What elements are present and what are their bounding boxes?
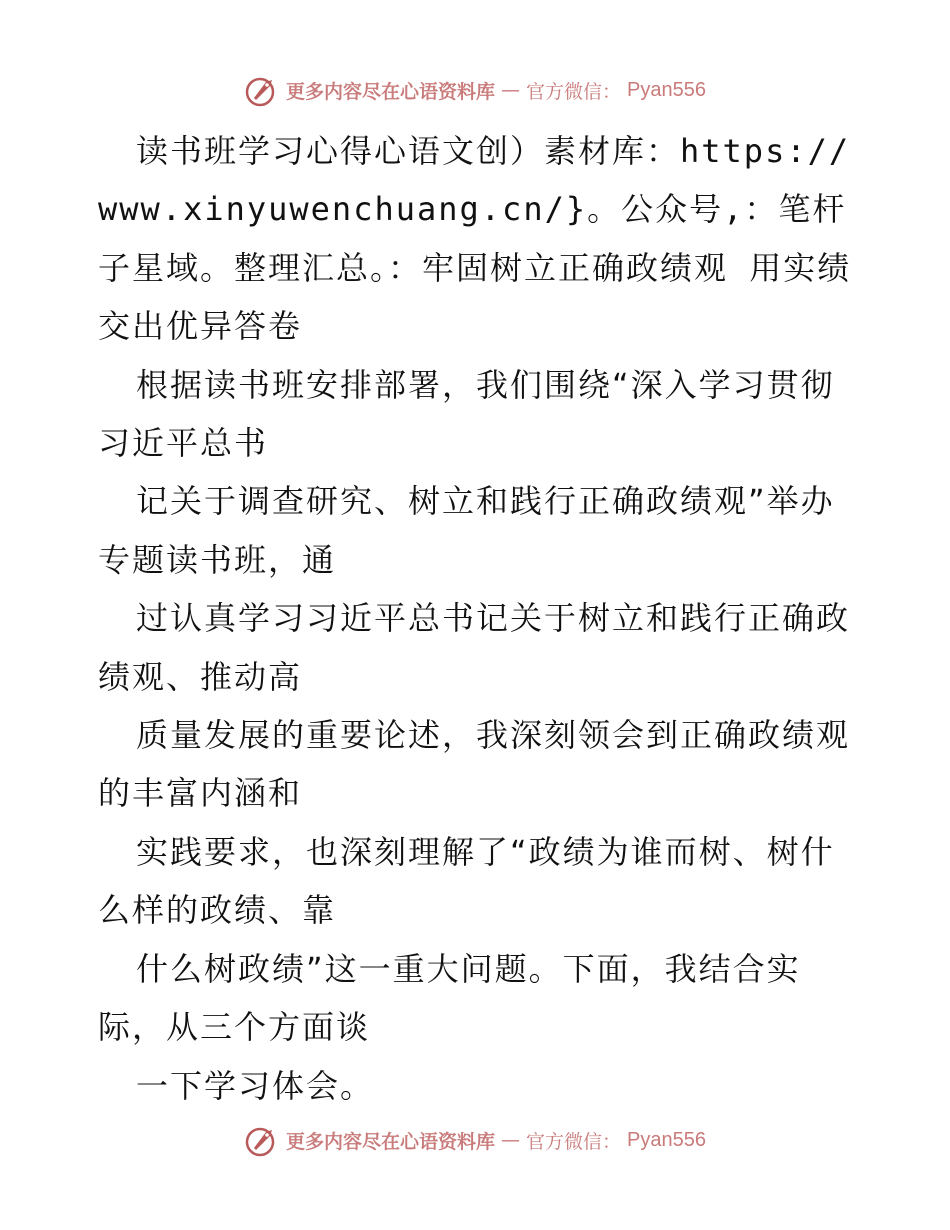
pen-nib-logo-icon xyxy=(244,1122,280,1158)
pen-nib-logo-icon xyxy=(244,72,280,108)
paragraph: 实践要求，也深刻理解了“政绩为谁而树、树什么样的政绩、靠 xyxy=(98,832,835,930)
header-sub-text: 官方微信： xyxy=(526,80,622,103)
footer-main-text: 更多内容尽在心语资料库 xyxy=(286,1130,496,1153)
footer-wechat-id: Pyan556 xyxy=(627,1128,706,1151)
header-wechat-id: Pyan556 xyxy=(627,78,706,101)
document-body xyxy=(98,122,858,1115)
paragraph-intro: 读书班学习心得心语文创）素材库：https://www.xinyuwenchuang.cn/}。公众号,：笔杆子星域。整理汇总。：牢固树立正确政绩观 用实绩交出优异答卷 xyxy=(98,132,852,346)
header-main-text: 更多内容尽在心语资料库 xyxy=(286,80,496,103)
paragraph: 记关于调查研究、树立和践行正确政绩观”举办专题读书班，通 xyxy=(98,482,835,579)
page-footer-banner xyxy=(0,1120,950,1160)
header-dash: — xyxy=(501,79,521,101)
paragraph: 质量发展的重要论述，我深刻领会到正确政绩观的丰富内涵和 xyxy=(98,716,851,813)
page-header-banner xyxy=(0,70,950,110)
paragraph: 过认真学习习近平总书记关于树立和践行正确政绩观、推动高 xyxy=(98,599,851,696)
paragraph: 一下学习体会。 xyxy=(136,1066,375,1105)
footer-sub-text: 官方微信： xyxy=(526,1130,622,1153)
paragraph: 根据读书班安排部署，我们围绕“深入学习贯彻习近平总书 xyxy=(98,365,835,463)
paragraph: 什么树政绩”这一重大问题。下面，我结合实际，从三个方面谈 xyxy=(98,949,801,1047)
footer-dash: — xyxy=(501,1129,521,1151)
